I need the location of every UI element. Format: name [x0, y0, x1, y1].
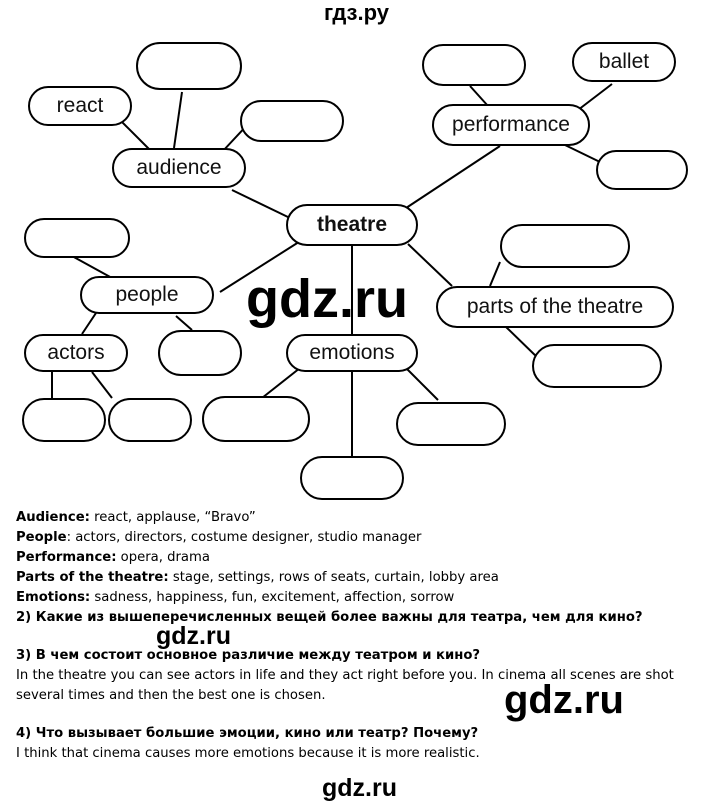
question-3 — [16, 646, 711, 666]
empty-node — [108, 398, 192, 442]
answer-parts — [16, 568, 711, 588]
empty-node — [24, 218, 130, 258]
label: Emotions: — [16, 590, 91, 605]
empty-node — [500, 224, 630, 268]
empty-node — [136, 42, 242, 90]
empty-node — [596, 150, 688, 190]
spacer — [16, 706, 711, 724]
empty-node — [532, 344, 662, 388]
node-actors: actors — [24, 334, 128, 372]
watermark-bottom: gdz.ru — [322, 774, 397, 802]
label: Parts of the theatre: — [16, 570, 169, 585]
node-theatre: theatre — [286, 204, 418, 246]
node-ballet: ballet — [572, 42, 676, 82]
answer-people — [16, 528, 711, 548]
node-performance: performance — [432, 104, 590, 146]
site-title: гдз.ру — [324, 0, 389, 25]
q2-text: 2) Какие из вышеперечисленных вещей более важны для театра, чем для кино? — [16, 610, 643, 625]
spacer — [16, 628, 711, 646]
node-react: react — [28, 86, 132, 126]
value: sadness, happiness, fun, excitement, affection, sorrow — [90, 590, 455, 605]
value: stage, settings, rows of seats, curtain, lobby area — [168, 570, 499, 585]
value: : actors, directors, costume designer, studio manager — [66, 530, 422, 545]
q4-text: 4) Что вызывает большие эмоции, кино или театр? Почему? — [16, 726, 479, 741]
node-parts-of-the-theatre: parts of the theatre — [436, 286, 674, 328]
q3-text: 3) В чем состоит основное различие между театром и кино? — [16, 648, 481, 663]
empty-node — [300, 456, 404, 500]
value: react, applause, “Bravo” — [89, 510, 256, 525]
label: Performance: — [16, 550, 117, 565]
node-audience: audience — [112, 148, 246, 188]
label: Audience: — [16, 510, 90, 525]
question-2 — [16, 608, 711, 628]
answer-4: I think that cinema causes more emotions because it is more realistic. — [16, 746, 480, 761]
answer-3-line2: several times and then the best one is chosen. — [16, 688, 326, 703]
empty-node — [22, 398, 106, 442]
value: opera, drama — [116, 550, 210, 565]
empty-node — [240, 100, 344, 142]
answer-3-line1: In the theatre you can see actors in life and they act right before you. In cinema all scenes are shot — [16, 668, 674, 683]
empty-node — [158, 330, 242, 376]
empty-node — [396, 402, 506, 446]
empty-node — [202, 396, 310, 442]
empty-node — [422, 44, 526, 86]
watermark-mid-left: gdz.ru — [156, 622, 231, 650]
watermark-right: gdz.ru — [504, 678, 624, 722]
answer-audience — [16, 508, 711, 528]
answer-performance — [16, 548, 711, 568]
question-4 — [16, 724, 711, 744]
watermark-center: gdz.ru — [246, 269, 408, 329]
node-emotions: emotions — [286, 334, 418, 372]
node-people: people — [80, 276, 214, 314]
answers-section — [16, 508, 711, 764]
answer-emotions — [16, 588, 711, 608]
label: People — [16, 530, 67, 545]
